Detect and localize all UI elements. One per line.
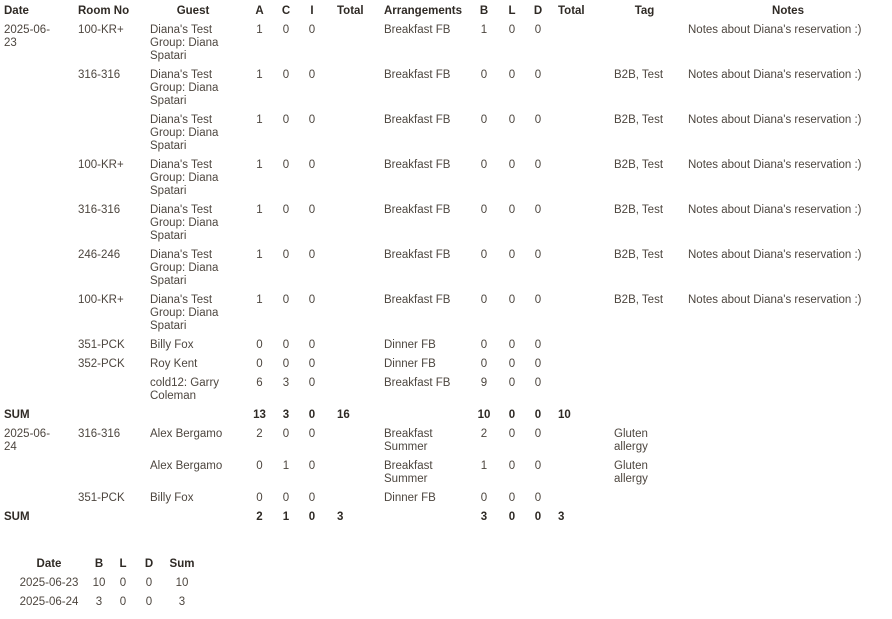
cell-room-no: 316-316 (78, 204, 121, 216)
cell-breakfast: 0 (480, 114, 488, 126)
column-header-breakfast: B (94, 558, 104, 570)
cell-arrangements (369, 406, 469, 425)
cell-dinner: 0 (145, 596, 153, 608)
table-row (0, 111, 892, 156)
column-header-date: Date (4, 5, 29, 17)
cell-total (325, 291, 369, 336)
cell-meal-total (551, 66, 597, 111)
cell-arrangements: Dinner FB (384, 339, 436, 351)
header-row (10, 553, 202, 574)
cell-notes (679, 508, 892, 527)
cell-sum: 3 (178, 596, 186, 608)
cell-adults: 13 (253, 409, 266, 421)
cell-meal-total: 3 (558, 511, 565, 523)
cell-breakfast: 3 (95, 596, 103, 608)
cell-children: 0 (282, 492, 290, 504)
cell-notes: Notes about Diana's reservation :) (688, 24, 862, 36)
daily-sum-table (10, 553, 202, 612)
table-row (0, 291, 892, 336)
cell-date (0, 111, 74, 156)
cell-total (325, 425, 369, 457)
cell-date (0, 201, 74, 246)
cell-dinner: 0 (534, 492, 542, 504)
table-row (0, 201, 892, 246)
cell-lunch: 0 (119, 596, 127, 608)
cell-total (325, 201, 369, 246)
cell-notes (679, 374, 892, 406)
cell-infants: 0 (308, 294, 316, 306)
cell-total (325, 336, 369, 355)
column-header-room-no: Room No (78, 5, 130, 17)
cell-dinner: 0 (534, 409, 542, 421)
cell-lunch: 0 (508, 460, 516, 472)
cell-meal-total (551, 291, 597, 336)
cell-breakfast: 0 (480, 249, 488, 261)
cell-total (325, 21, 369, 66)
column-header-adults: A (255, 5, 264, 17)
cell-meal-total (551, 111, 597, 156)
cell-room-no: 351-PCK (78, 339, 125, 351)
column-header-infants: I (310, 5, 314, 17)
cell-lunch: 0 (508, 511, 516, 523)
column-header-date: Date (36, 558, 62, 570)
cell-meal-total (551, 156, 597, 201)
cell-lunch: 0 (508, 159, 516, 171)
cell-lunch: 0 (508, 409, 516, 421)
cell-dinner: 0 (534, 294, 542, 306)
cell-arrangements: Breakfast Summer (384, 460, 433, 485)
table-row (0, 374, 892, 406)
cell-breakfast: 0 (480, 204, 488, 216)
cell-room-no: 351-PCK (78, 492, 125, 504)
cell-tag: B2B, Test (614, 69, 664, 81)
cell-date: 2025-06-24 (19, 596, 79, 608)
table-row (0, 336, 892, 355)
cell-breakfast: 3 (480, 511, 488, 523)
cell-children: 1 (282, 511, 290, 523)
column-header-dinner: D (144, 558, 154, 570)
cell-meal-total (551, 374, 597, 406)
cell-date (0, 457, 74, 489)
cell-date (0, 291, 74, 336)
cell-lunch: 0 (508, 114, 516, 126)
cell-date (0, 66, 74, 111)
cell-room-no: 352-PCK (78, 358, 125, 370)
cell-dinner: 0 (534, 377, 542, 389)
cell-dinner: 0 (534, 339, 542, 351)
cell-date: 2025-06-24 (4, 428, 51, 453)
cell-dinner: 0 (534, 428, 542, 440)
cell-arrangements: Dinner FB (384, 358, 436, 370)
cell-guest: Diana's Test Group: Diana Spatari (150, 294, 219, 332)
cell-lunch: 0 (508, 377, 516, 389)
cell-children: 3 (282, 409, 290, 421)
cell-meal-total (551, 355, 597, 374)
cell-children: 0 (282, 24, 290, 36)
table-row (0, 457, 892, 489)
cell-room-no (74, 374, 146, 406)
cell-total (325, 246, 369, 291)
cell-sum: 10 (175, 577, 189, 589)
cell-infants: 0 (308, 24, 316, 36)
cell-breakfast: 0 (480, 69, 488, 81)
cell-breakfast: 10 (92, 577, 106, 589)
cell-guest: cold12: Garry Coleman (150, 377, 220, 402)
cell-arrangements: Breakfast FB (384, 377, 451, 389)
table-row (0, 66, 892, 111)
cell-tag (597, 406, 679, 425)
cell-infants: 0 (308, 492, 316, 504)
cell-guest: Diana's Test Group: Diana Spatari (150, 24, 219, 62)
cell-children: 0 (282, 69, 290, 81)
cell-room-no (74, 406, 146, 425)
cell-breakfast: 9 (480, 377, 488, 389)
cell-children: 0 (282, 339, 290, 351)
cell-meal-total (551, 246, 597, 291)
cell-room-no: 100-KR+ (78, 294, 124, 306)
cell-guest: Billy Fox (150, 339, 194, 351)
cell-lunch: 0 (508, 69, 516, 81)
cell-infants: 0 (308, 460, 316, 472)
cell-lunch: 0 (508, 339, 516, 351)
cell-arrangements: Breakfast FB (384, 159, 451, 171)
table-row (0, 246, 892, 291)
cell-date (0, 374, 74, 406)
cell-notes (679, 489, 892, 508)
cell-breakfast: 10 (477, 409, 491, 421)
cell-room-no: 316-316 (78, 428, 121, 440)
cell-lunch: 0 (119, 577, 127, 589)
cell-adults: 1 (256, 294, 263, 306)
cell-infants: 0 (308, 249, 316, 261)
cell-adults: 1 (256, 69, 263, 81)
cell-breakfast: 0 (480, 358, 488, 370)
cell-meal-total (551, 21, 597, 66)
cell-lunch: 0 (508, 428, 516, 440)
column-header-total: Total (337, 5, 364, 17)
cell-infants: 0 (308, 511, 316, 523)
cell-total (325, 66, 369, 111)
cell-children: 3 (282, 377, 290, 389)
table-row (10, 574, 202, 593)
cell-adults: 0 (256, 358, 263, 370)
cell-meal-total (551, 489, 597, 508)
cell-date: SUM (4, 511, 30, 523)
cell-total (325, 374, 369, 406)
column-header-arrangements: Arrangements (384, 5, 462, 17)
cell-adults: 6 (256, 377, 263, 389)
cell-tag (597, 21, 679, 66)
cell-arrangements: Breakfast FB (384, 249, 451, 261)
cell-tag: B2B, Test (614, 114, 664, 126)
column-header-lunch: L (508, 5, 516, 17)
cell-adults: 2 (256, 428, 263, 440)
cell-tag (597, 489, 679, 508)
cell-adults: 0 (256, 460, 263, 472)
sum-row (0, 406, 892, 425)
sum-row (0, 508, 892, 527)
cell-infants: 0 (308, 339, 316, 351)
cell-meal-total: 10 (558, 409, 571, 421)
table-row (10, 593, 202, 612)
cell-breakfast: 1 (480, 24, 488, 36)
cell-room-no: 246-246 (78, 249, 121, 261)
column-header-dinner: D (533, 5, 543, 17)
cell-adults: 0 (256, 492, 263, 504)
cell-arrangements: Breakfast FB (384, 114, 451, 126)
cell-notes: Notes about Diana's reservation :) (688, 294, 862, 306)
cell-tag: B2B, Test (614, 249, 664, 261)
column-header-sum: Sum (169, 558, 195, 570)
cell-date: 2025-06-23 (4, 24, 51, 49)
cell-children: 0 (282, 249, 290, 261)
column-header-breakfast: B (479, 5, 489, 17)
cell-tag (597, 336, 679, 355)
cell-guest: Diana's Test Group: Diana Spatari (150, 159, 219, 197)
column-header-meal-total: Total (558, 5, 585, 17)
cell-arrangements (369, 508, 469, 527)
cell-dinner: 0 (534, 24, 542, 36)
cell-notes (679, 425, 892, 457)
cell-guest: Billy Fox (150, 492, 194, 504)
cell-adults: 1 (256, 204, 263, 216)
cell-lunch: 0 (508, 492, 516, 504)
cell-notes: Notes about Diana's reservation :) (688, 159, 862, 171)
cell-breakfast: 0 (480, 339, 488, 351)
cell-room-no (74, 111, 146, 156)
cell-infants: 0 (308, 428, 316, 440)
cell-total (325, 489, 369, 508)
cell-total (325, 457, 369, 489)
cell-children: 1 (282, 460, 290, 472)
cell-guest: Alex Bergamo (150, 428, 223, 440)
cell-meal-total (551, 336, 597, 355)
table-row (0, 156, 892, 201)
cell-children: 0 (282, 204, 290, 216)
cell-date (0, 156, 74, 201)
cell-infants: 0 (308, 204, 316, 216)
cell-total (325, 355, 369, 374)
cell-adults: 1 (256, 249, 263, 261)
cell-tag (597, 508, 679, 527)
cell-lunch: 0 (508, 204, 516, 216)
cell-lunch: 0 (508, 249, 516, 261)
header-row (0, 0, 892, 21)
cell-breakfast: 0 (480, 159, 488, 171)
cell-dinner: 0 (534, 204, 542, 216)
cell-breakfast: 2 (480, 428, 488, 440)
cell-dinner: 0 (534, 114, 542, 126)
cell-infants: 0 (308, 358, 316, 370)
cell-room-no: 100-KR+ (78, 24, 124, 36)
cell-tag: B2B, Test (614, 159, 664, 171)
cell-adults: 0 (256, 339, 263, 351)
cell-room-no (74, 508, 146, 527)
cell-guest: Alex Bergamo (150, 460, 223, 472)
cell-meal-total (551, 201, 597, 246)
table-row (0, 21, 892, 66)
cell-arrangements: Breakfast FB (384, 69, 451, 81)
cell-total (325, 111, 369, 156)
cell-total (325, 156, 369, 201)
cell-room-no: 316-316 (78, 69, 121, 81)
cell-children: 0 (282, 294, 290, 306)
table-row (0, 489, 892, 508)
cell-guest: Diana's Test Group: Diana Spatari (150, 69, 219, 107)
cell-infants: 0 (308, 377, 316, 389)
cell-notes (679, 457, 892, 489)
cell-tag: Gluten allergy (614, 460, 648, 485)
cell-infants: 0 (308, 114, 316, 126)
column-header-guest: Guest (176, 5, 210, 17)
cell-adults: 1 (256, 24, 263, 36)
column-header-children: C (281, 5, 291, 17)
column-header-notes: Notes (772, 5, 804, 17)
table-row (0, 425, 892, 457)
cell-arrangements: Breakfast FB (384, 24, 451, 36)
cell-notes: Notes about Diana's reservation :) (688, 204, 862, 216)
cell-infants: 0 (308, 409, 316, 421)
cell-dinner: 0 (534, 511, 542, 523)
cell-arrangements: Breakfast Summer (384, 428, 433, 453)
cell-notes: Notes about Diana's reservation :) (688, 114, 862, 126)
cell-arrangements: Breakfast FB (384, 294, 451, 306)
cell-date: SUM (4, 409, 30, 421)
cell-date (0, 355, 74, 374)
cell-room-no (74, 457, 146, 489)
cell-date (0, 336, 74, 355)
cell-adults: 1 (256, 114, 263, 126)
cell-dinner: 0 (534, 358, 542, 370)
cell-dinner: 0 (534, 69, 542, 81)
cell-children: 0 (282, 358, 290, 370)
cell-lunch: 0 (508, 358, 516, 370)
cell-tag (597, 355, 679, 374)
cell-adults: 1 (256, 159, 263, 171)
cell-breakfast: 0 (480, 492, 488, 504)
cell-guest (146, 508, 246, 527)
cell-breakfast: 0 (480, 294, 488, 306)
cell-infants: 0 (308, 69, 316, 81)
cell-arrangements: Dinner FB (384, 492, 436, 504)
column-header-tag: Tag (634, 5, 655, 17)
cell-total: 16 (337, 409, 350, 421)
cell-total: 3 (337, 511, 344, 523)
cell-guest (146, 406, 246, 425)
cell-date (0, 489, 74, 508)
cell-guest: Diana's Test Group: Diana Spatari (150, 114, 219, 152)
cell-date (0, 246, 74, 291)
cell-adults: 2 (256, 511, 263, 523)
cell-lunch: 0 (508, 24, 516, 36)
cell-room-no: 100-KR+ (78, 159, 124, 171)
cell-meal-total (551, 425, 597, 457)
cell-tag: Gluten allergy (614, 428, 648, 453)
cell-meal-total (551, 457, 597, 489)
cell-children: 0 (282, 114, 290, 126)
cell-notes (679, 406, 892, 425)
cell-breakfast: 1 (480, 460, 488, 472)
cell-children: 0 (282, 159, 290, 171)
cell-date: 2025-06-23 (19, 577, 79, 589)
cell-dinner: 0 (534, 159, 542, 171)
cell-tag: B2B, Test (614, 294, 664, 306)
cell-dinner: 0 (534, 460, 542, 472)
cell-guest: Diana's Test Group: Diana Spatari (150, 204, 219, 242)
cell-children: 0 (282, 428, 290, 440)
cell-arrangements: Breakfast FB (384, 204, 451, 216)
cell-notes: Notes about Diana's reservation :) (688, 249, 862, 261)
cell-infants: 0 (308, 159, 316, 171)
cell-lunch: 0 (508, 294, 516, 306)
cell-notes: Notes about Diana's reservation :) (688, 69, 862, 81)
cell-dinner: 0 (534, 249, 542, 261)
cell-notes (679, 355, 892, 374)
cell-guest: Diana's Test Group: Diana Spatari (150, 249, 219, 287)
cell-tag: B2B, Test (614, 204, 664, 216)
cell-tag (597, 374, 679, 406)
cell-guest: Roy Kent (150, 358, 198, 370)
column-header-lunch: L (119, 558, 127, 570)
table-row (0, 355, 892, 374)
cell-notes (679, 336, 892, 355)
cell-dinner: 0 (145, 577, 153, 589)
